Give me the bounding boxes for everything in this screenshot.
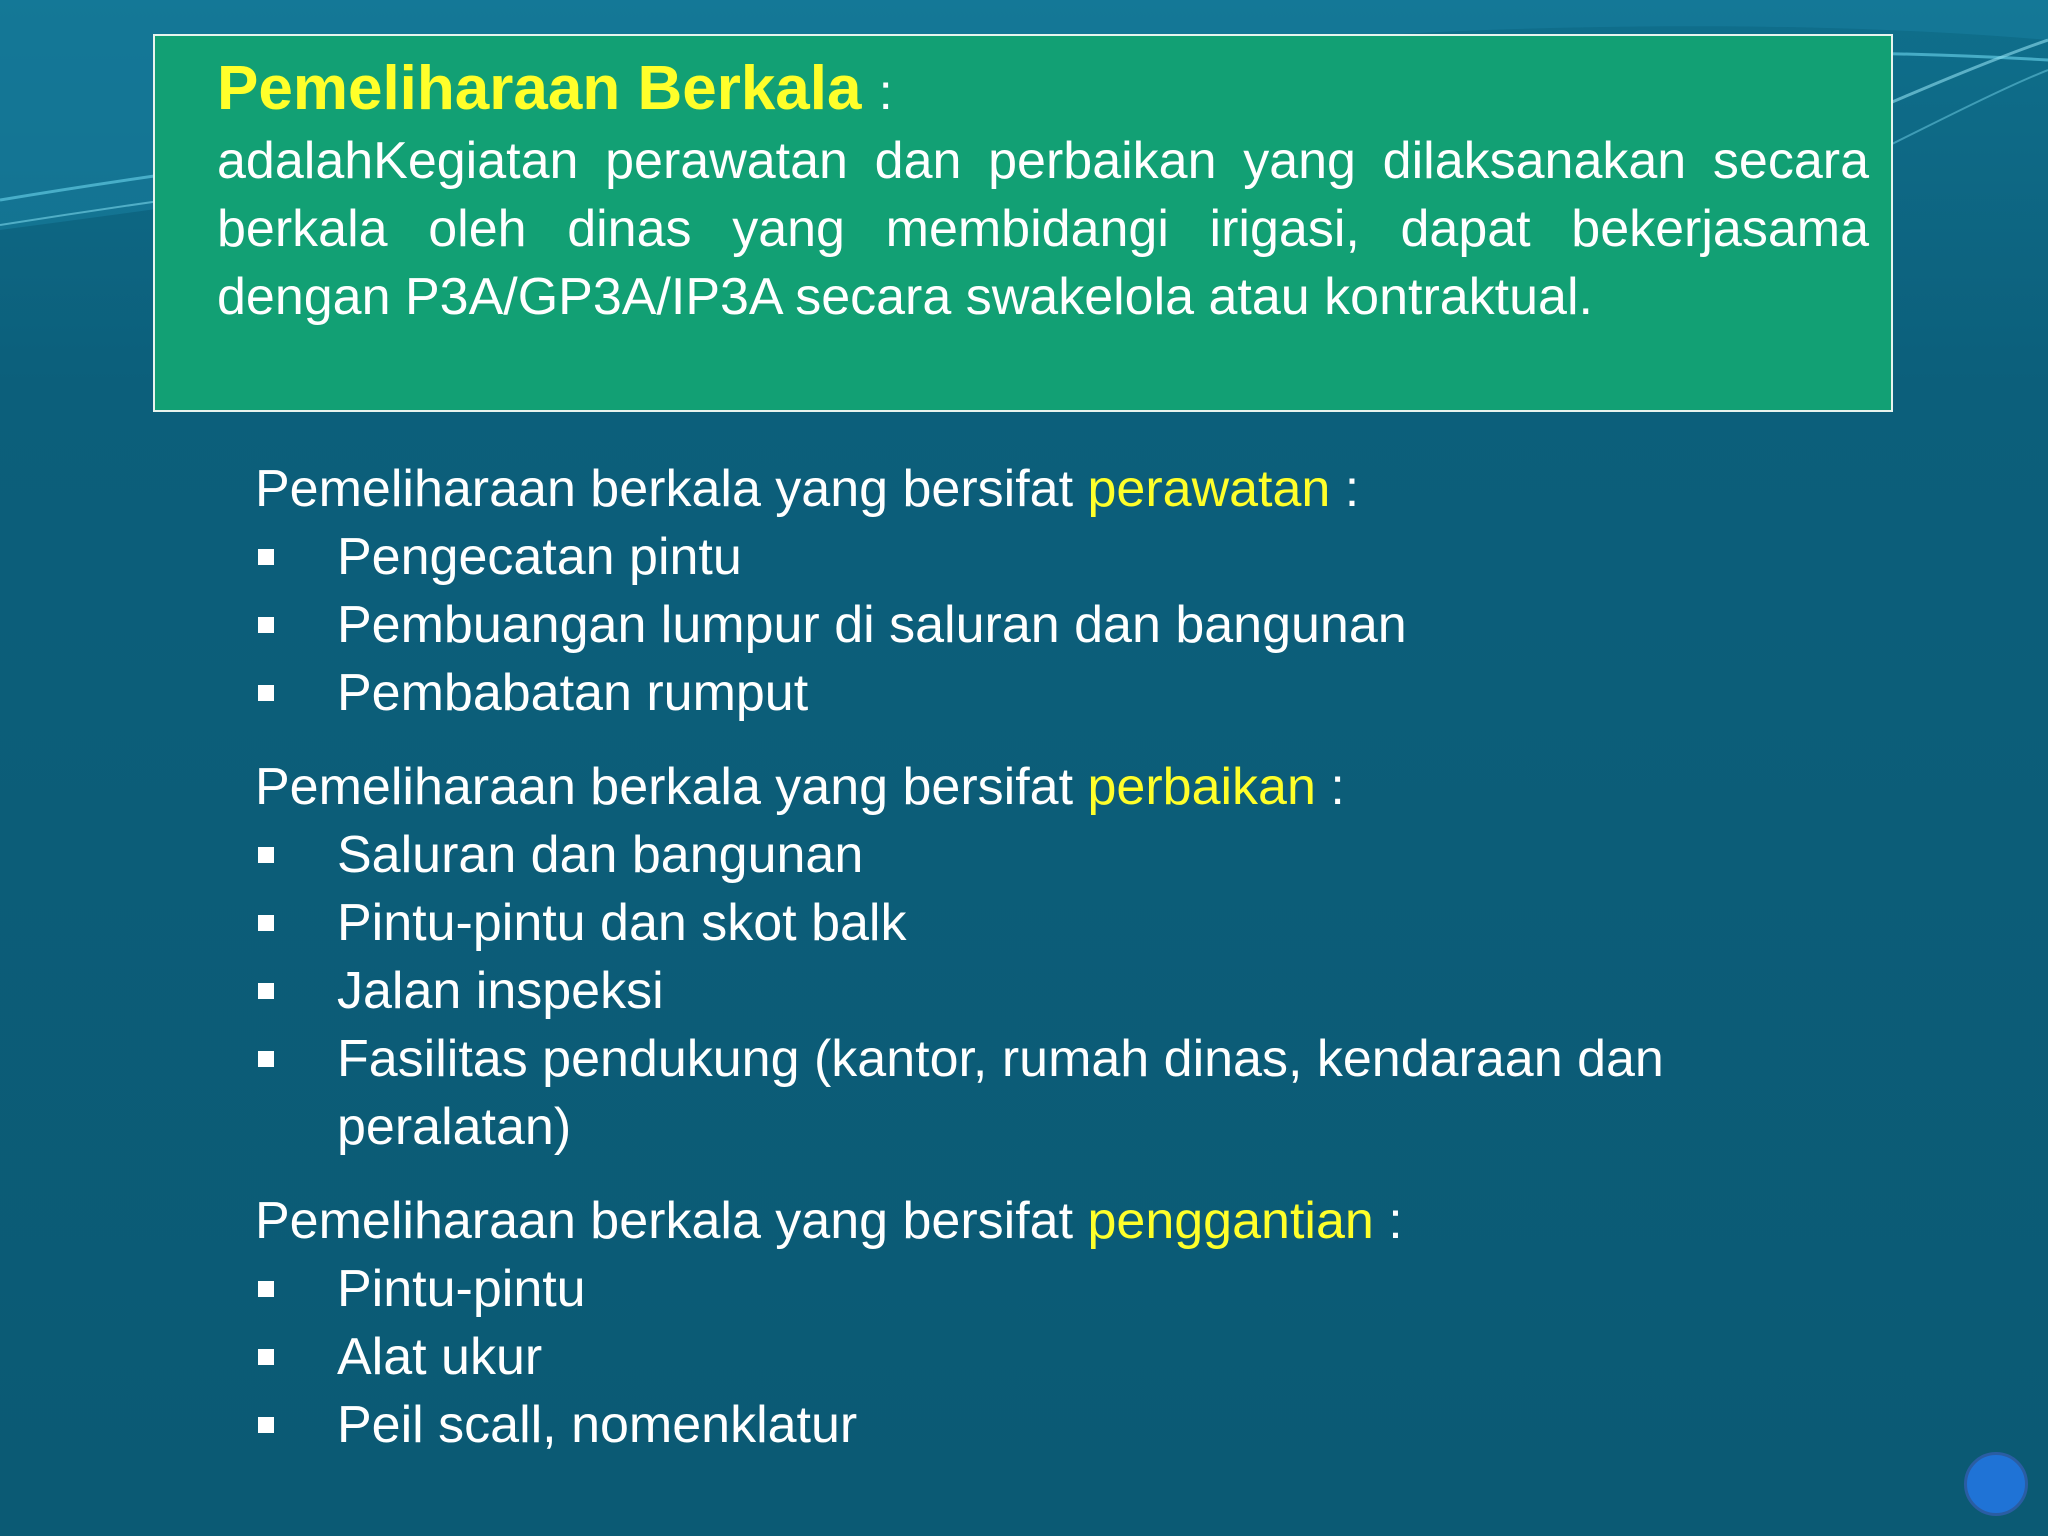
list-item (255, 523, 1855, 591)
section-heading-prefix: Pemeliharaan berkala yang bersifat (255, 1192, 1074, 1250)
list-item (255, 1255, 1855, 1323)
section-penggantian (255, 1187, 1855, 1459)
slide-nav-button[interactable] (1964, 1452, 2028, 1516)
list-item (255, 1391, 1855, 1459)
list-item (255, 889, 1855, 957)
list-item-text: Pembabatan rumput (337, 664, 809, 722)
content-area (255, 455, 1855, 1485)
list-item (255, 591, 1855, 659)
section-heading-suffix: : (1344, 460, 1360, 518)
section-heading (255, 1187, 1855, 1255)
list-item-text: Fasilitas pendukung (kantor, rumah dinas, kendaraan dan peralatan) (337, 1030, 1664, 1156)
definition-body: adalahKegiatan perawatan dan perbaikan yang dilaksanakan secara berkala oleh dinas yang membidangi irigasi, dapat bekerjasama dengan P3A/GP3A/IP3A secara swakelola atau kontraktual. (217, 132, 1869, 326)
section-heading-suffix: : (1330, 758, 1345, 816)
list-item (255, 659, 1855, 727)
definition-title-colon: : (878, 64, 893, 120)
bullet-list (255, 523, 1855, 727)
list-item (255, 1323, 1855, 1391)
section-heading (255, 455, 1855, 523)
list-item-text: Peil scall, nomenklatur (337, 1396, 858, 1454)
square-bullet-icon (258, 983, 274, 999)
section-heading-keyword: perawatan (1087, 460, 1331, 518)
square-bullet-icon (258, 847, 274, 863)
definition-box (153, 34, 1893, 412)
square-bullet-icon (258, 1417, 274, 1433)
section-perbaikan (255, 753, 1855, 1161)
list-item (255, 957, 1855, 1025)
list-item-text: Pembuangan lumpur di saluran dan bangunan (337, 596, 1407, 654)
list-item (255, 821, 1855, 889)
definition-title: Pemeliharaan Berkala (217, 54, 862, 123)
section-perawatan (255, 455, 1855, 727)
section-heading (255, 753, 1855, 821)
section-heading-keyword: penggantian (1087, 1192, 1374, 1250)
square-bullet-icon (258, 915, 274, 931)
list-item-text: Alat ukur (337, 1328, 543, 1386)
list-item-text: Jalan inspeksi (337, 962, 664, 1020)
section-heading-suffix: : (1388, 1192, 1403, 1250)
section-heading-prefix: Pemeliharaan berkala yang bersifat (255, 758, 1074, 816)
square-bullet-icon (258, 549, 274, 565)
list-item-text: Pengecatan pintu (337, 528, 742, 586)
section-heading-keyword: perbaikan (1087, 758, 1316, 816)
definition-title-line (217, 54, 1869, 127)
square-bullet-icon (258, 1281, 274, 1297)
square-bullet-icon (258, 1349, 274, 1365)
square-bullet-icon (258, 1051, 274, 1067)
list-item-text: Pintu-pintu (337, 1260, 586, 1318)
list-item (255, 1025, 1855, 1161)
bullet-list (255, 1255, 1855, 1459)
section-heading-prefix: Pemeliharaan berkala yang bersifat (255, 460, 1074, 518)
list-item-text: Pintu-pintu dan skot balk (337, 894, 907, 952)
list-item-text: Saluran dan bangunan (337, 826, 864, 884)
bullet-list (255, 821, 1855, 1161)
square-bullet-icon (258, 685, 274, 701)
square-bullet-icon (258, 617, 274, 633)
